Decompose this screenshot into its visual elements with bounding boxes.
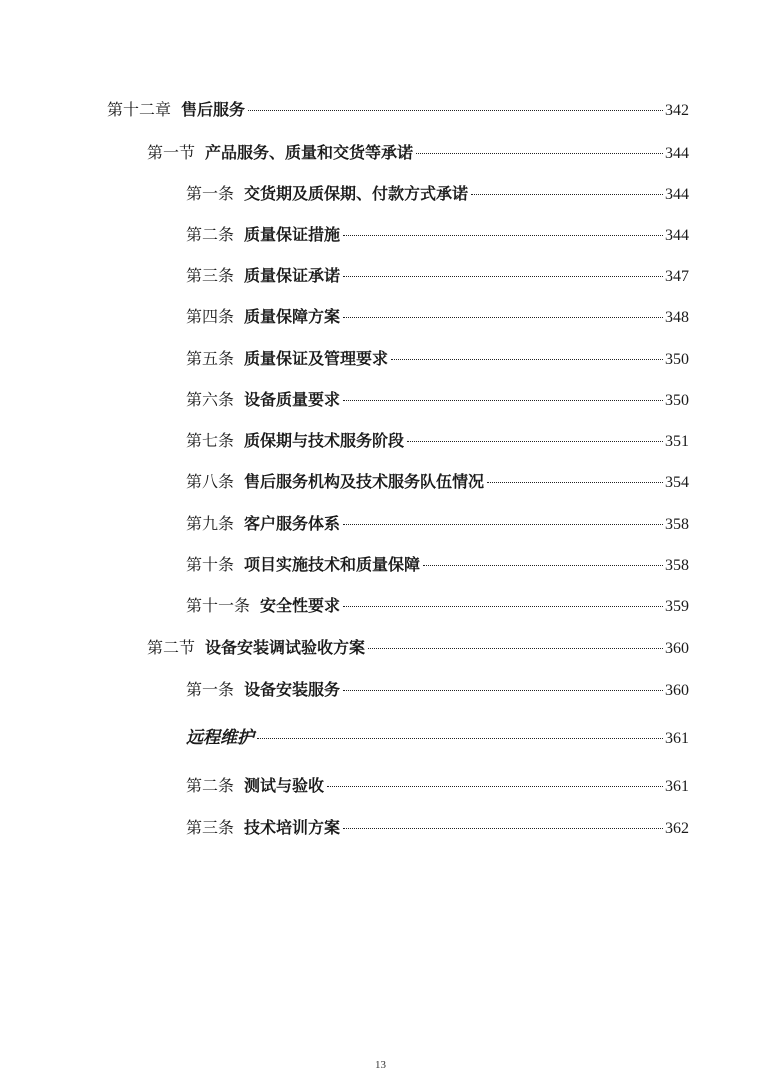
toc-entry-prefix: 第十一条 [186,596,251,615]
toc-entry-page: 361 [665,778,689,795]
toc-entry-title: 设备安装调试验收方案 [205,638,366,657]
toc-entry-article[interactable] [186,818,689,839]
toc-entry-prefix: 第三条 [186,818,235,837]
toc-entry-title: 质量保证及管理要求 [244,349,389,368]
toc-entry-page: 348 [665,309,689,326]
toc-entry-page: 351 [665,433,689,450]
toc-entry-title: 安全性要求 [260,596,341,615]
toc-entry-title: 售后服务 [181,100,246,119]
toc-entry-page: 362 [665,820,689,837]
page-number: 13 [375,1059,386,1071]
toc-entry-section[interactable] [147,143,689,164]
toc-entry-article[interactable] [186,390,689,411]
toc-entry-prefix: 第五条 [186,349,235,368]
dot-leader [343,606,663,607]
toc-entry-article[interactable] [186,349,689,370]
toc-entry-prefix: 第十二章 [107,100,172,119]
toc-entry-title: 质量保证承诺 [244,266,341,285]
dot-leader [343,276,663,277]
toc-entry-title: 质保期与技术服务阶段 [244,431,405,450]
toc-entry-prefix: 第一条 [186,184,235,203]
dot-leader [343,317,663,318]
toc-entry-article[interactable] [186,225,689,246]
toc-entry-page: 344 [665,227,689,244]
toc-entry-title: 质量保障方案 [244,307,341,326]
toc-entry-prefix: 第二条 [186,776,235,795]
toc-entry-page: 360 [665,640,689,657]
toc-entry-page: 358 [665,557,689,574]
toc-entry-title: 远程维护 [186,728,254,748]
toc-entry-article[interactable] [186,555,689,576]
toc-entry-prefix: 第七条 [186,431,235,450]
toc-entry-section[interactable] [147,638,689,659]
dot-leader [343,524,663,525]
toc-entry-page: 359 [665,598,689,615]
toc-entry-article[interactable] [186,680,689,701]
toc-entry-page: 344 [665,145,689,162]
toc-entry-title: 测试与验收 [244,776,325,795]
toc-entry-title: 设备安装服务 [244,680,341,699]
toc-entry-title: 客户服务体系 [244,514,341,533]
dot-leader [343,400,663,401]
toc-entry-page: 342 [665,102,689,119]
dot-leader [327,786,663,787]
dot-leader [343,690,663,691]
dot-leader [487,482,663,483]
toc-entry-page: 360 [665,682,689,699]
toc-entry-title: 产品服务、质量和交货等承诺 [205,143,414,162]
dot-leader [343,235,663,236]
toc-entry-prefix: 第二条 [186,225,235,244]
toc-entry-prefix: 第三条 [186,266,235,285]
dot-leader [416,153,663,154]
toc-entry-title: 交货期及质保期、付款方式承诺 [244,184,469,203]
toc-entry-title: 质量保证措施 [244,225,341,244]
toc-entry-page: 358 [665,516,689,533]
toc-entry-article[interactable] [186,776,689,797]
toc-entry-title: 设备质量要求 [244,390,341,409]
toc-entry-prefix: 第一节 [147,143,196,162]
toc-entry-article[interactable] [186,307,689,328]
toc-entry-prefix: 第四条 [186,307,235,326]
toc-entry-chapter[interactable] [107,100,689,121]
toc-entry-title: 售后服务机构及技术服务队伍情况 [244,472,485,491]
dot-leader [391,359,663,360]
toc-entry-article[interactable] [186,514,689,535]
toc-entry-article[interactable] [186,431,689,452]
toc-entry-article[interactable] [186,184,689,205]
toc-entry-prefix: 第六条 [186,390,235,409]
toc-entry-page: 350 [665,351,689,368]
toc-entry-page: 354 [665,474,689,491]
toc-entry-article[interactable] [186,596,689,617]
toc-entry-page: 347 [665,268,689,285]
toc-entry-page: 350 [665,392,689,409]
toc-entry-prefix: 第一条 [186,680,235,699]
dot-leader [368,648,663,649]
dot-leader [471,194,663,195]
dot-leader [407,441,663,442]
toc-entry-prefix: 第二节 [147,638,196,657]
dot-leader [248,110,663,111]
toc-entry-article[interactable] [186,472,689,493]
dot-leader [423,565,663,566]
toc-entry-page: 361 [665,730,689,747]
toc-entry-article[interactable] [186,266,689,287]
toc-entry-page: 344 [665,186,689,203]
toc-entry-prefix: 第十条 [186,555,235,574]
toc-entry-title: 项目实施技术和质量保障 [244,555,421,574]
toc-entry-prefix: 第九条 [186,514,235,533]
dot-leader [343,828,663,829]
toc-entry-title: 技术培训方案 [244,818,341,837]
toc-entry-heading[interactable] [186,728,689,749]
toc-entry-prefix: 第八条 [186,472,235,491]
dot-leader [257,738,663,739]
